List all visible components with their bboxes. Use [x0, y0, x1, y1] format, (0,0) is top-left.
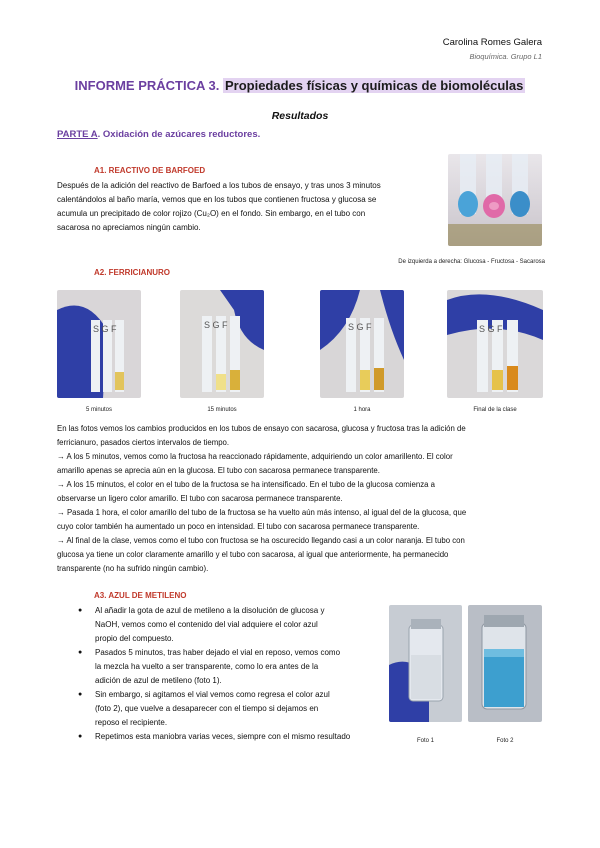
svg-text:S G F: S G F: [204, 320, 228, 330]
bullet-line: ● Sin embargo, si agitamos el vial vemos como regresa el color azul: [95, 690, 330, 699]
a1-heading: A1. REACTIVO DE BARFOED: [94, 166, 206, 175]
a2-line: glucosa ya tiene un color claramente amarillo y el tubo con sacarosa, al igual que anteriormente, ha permanecido: [57, 550, 449, 559]
parte-a-label: PARTE A: [57, 129, 98, 140]
caption-final: Final de la clase: [473, 407, 517, 413]
a2-heading: A2. FERRICIANURO: [94, 268, 171, 277]
a2-line: ferricianuro, pasados ciertos intervalos de tiempo.: [57, 438, 230, 447]
a2-line: → A los 5 minutos, vemos como la fructosa ha reaccionado rápidamente, adquiriendo un color amarillento. El color: [57, 452, 453, 461]
a1-line: Después de la adición del reactivo de Barfoed a los tubos de ensayo, y tras unos 3 minutos: [57, 181, 381, 190]
bullet-line: ● Repetimos esta maniobra varias veces, siempre con el mismo resultado: [95, 732, 351, 741]
list-item: [78, 646, 388, 688]
caption-foto-1: Foto 1: [416, 738, 434, 744]
a2-line: → Al final de la clase, vemos como el tubo con fructosa se ha oscurecido llegando casi a un color naranja. El tubo con: [57, 536, 465, 545]
a1-line: sacarosa no apreciamos ningún cambio.: [57, 223, 201, 232]
a3-heading: A3. AZUL DE METILENO: [94, 591, 187, 600]
caption-foto-2: Foto 2: [496, 738, 514, 744]
list-item: [78, 688, 388, 730]
results-heading: Resultados: [271, 110, 329, 122]
a2-line: cuyo color también ha aumentado un poco en intensidad. El tubo con sacarosa permanece transparente.: [57, 522, 420, 531]
ferricianuro-photo-5min: [57, 290, 141, 398]
list-item: [78, 730, 388, 744]
title-prefix: INFORME PRÁCTICA 3.: [74, 78, 220, 93]
bullet-line: reposo el recipiente.: [95, 718, 168, 727]
a2-line: amarillo apenas se aprecia aún en la glucosa. El tubo con sacarosa permanece transparente.: [57, 466, 380, 475]
methylene-vial-photo-1: [389, 605, 462, 722]
methylene-vial-photo-2: [468, 605, 542, 722]
a2-line: → A los 15 minutos, el color en el tubo de la fructosa se ha intensificado. En el tubo de la glucosa comienza a: [57, 480, 435, 489]
title-main: Propiedades físicas y químicas de biomoléculas: [224, 78, 524, 93]
bullet-line: ● Al añadir la gota de azul de metileno a la disolución de glucosa y: [95, 606, 325, 615]
a2-paragraph: [57, 422, 547, 576]
ferricianuro-photo-15min: [180, 290, 264, 398]
a2-line: → Pasada 1 hora, el color amarillo del tubo de la fructosa se ha vuelto aún más intenso, al igual del de la glucosa, que: [57, 508, 467, 517]
caption-15min: 15 minutos: [207, 407, 237, 413]
bullet-line: propio del compuesto.: [95, 634, 174, 643]
report-title: [0, 78, 600, 93]
svg-text:S G F: S G F: [348, 322, 372, 332]
course-subtitle: Bioquímica. Grupo L1: [469, 52, 542, 61]
a1-paragraph: [57, 179, 442, 235]
author-name: Carolina Romes Galera: [442, 37, 542, 48]
a2-line: transparente (no ha sufrido ningún cambio).: [57, 564, 209, 573]
a2-line: En las fotos vemos los cambios producidos en los tubos de ensayo con sacarosa, glucosa y fructosa tras la adición de: [57, 424, 466, 433]
bullet-line: la mezcla ha vuelto a ser transparente, como lo era antes de la: [95, 662, 319, 671]
ferricianuro-photo-1hora: [320, 290, 404, 398]
svg-text:S G F: S G F: [93, 324, 117, 334]
svg-text:S G F: S G F: [479, 324, 503, 334]
a1-line: acumula un precipitado de color rojizo (Cu₂O) en el fondo. Sin embargo, en el tubo con: [57, 209, 366, 218]
bullet-line: (foto 2), que vuelve a desaparecer con el tiempo si dejamos en: [95, 704, 319, 713]
a2-line: observarse un ligero color amarillo. El tubo con sacarosa permanece transparente.: [57, 494, 343, 503]
bullet-line: ● Pasados 5 minutos, tras haber dejado el vial en reposo, vemos como: [95, 648, 341, 657]
bullet-line: adición de azul de metileno (foto 1).: [95, 676, 222, 685]
bullet-line: NaOH, vemos como el contenido del vial adquiere el color azul: [95, 620, 318, 629]
parte-a-title: . Oxidación de azúcares reductores.: [97, 129, 261, 140]
caption-5min: 5 minutos: [85, 407, 112, 413]
ferricianuro-photo-final: [447, 290, 543, 398]
list-item: [78, 604, 388, 646]
caption-1hora: 1 hora: [353, 407, 371, 413]
parte-a-heading: [57, 129, 260, 140]
a3-bullet-list: [78, 604, 388, 744]
barfoed-tubes-photo: [448, 154, 542, 246]
a1-line: calentándolos al baño maría, vemos que en los tubos que contienen fructosa y glucosa se: [57, 195, 377, 204]
barfoed-photo-caption: De izquierda a derecha: Glucosa - Fructosa - Sacarosa: [398, 259, 545, 265]
